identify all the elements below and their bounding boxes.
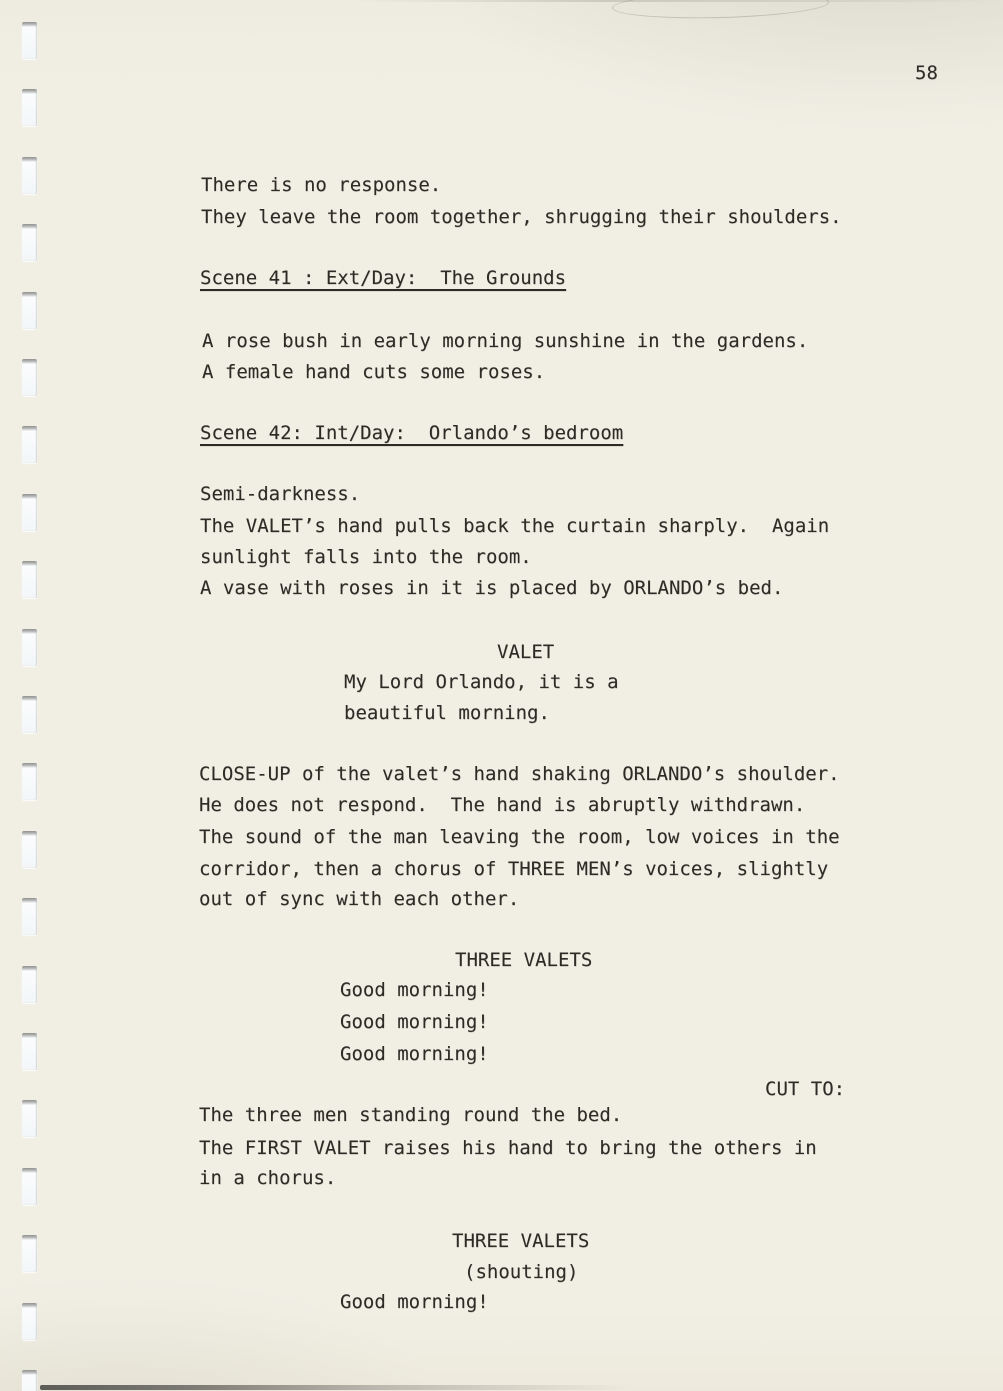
action-line: The three men standing round the bed.: [199, 1104, 623, 1126]
binder-hole: [22, 561, 37, 598]
scan-bottom-edge-shadow: [40, 1385, 660, 1390]
binder-hole: [22, 966, 37, 1003]
action-line: There is no response.: [201, 174, 442, 196]
action-line: He does not respond. The hand is abruptly withdrawn.: [199, 794, 806, 816]
character-name: THREE VALETS: [455, 949, 593, 971]
dialogue-line: Good morning!: [340, 1291, 489, 1313]
scene-heading: Scene 42: Int/Day: Orlando’s bedroom: [200, 422, 624, 444]
binder-hole: [22, 292, 37, 329]
binder-hole: [22, 696, 37, 733]
binder-hole: [22, 831, 37, 868]
action-line: A rose bush in early morning sunshine in the gardens.: [202, 330, 809, 352]
action-line: CLOSE-UP of the valet’s hand shaking ORLANDO’s shoulder.: [199, 763, 840, 785]
action-line: A female hand cuts some roses.: [202, 361, 546, 383]
action-line: sunlight falls into the room.: [200, 546, 532, 568]
action-line: They leave the room together, shrugging their shoulders.: [201, 206, 842, 228]
binder-hole: [22, 629, 37, 666]
transition-cut-to: CUT TO:: [765, 1078, 846, 1100]
dialogue-line: Good morning!: [340, 1043, 489, 1065]
binder-hole: [22, 1168, 37, 1205]
character-name: VALET: [497, 641, 555, 663]
binder-hole: [22, 1235, 37, 1272]
binder-hole: [22, 763, 37, 800]
action-line: The VALET’s hand pulls back the curtain sharply. Again: [200, 515, 830, 537]
binder-hole: [22, 359, 37, 396]
action-line: out of sync with each other.: [199, 888, 520, 910]
binder-hole: [22, 898, 37, 935]
action-line: Semi-darkness.: [200, 483, 361, 505]
binder-hole: [22, 1370, 37, 1391]
binder-hole: [22, 1033, 37, 1070]
action-line: The FIRST VALET raises his hand to bring the others in: [199, 1137, 817, 1159]
binder-hole: [22, 1100, 37, 1137]
binder-hole: [22, 494, 37, 531]
dialogue-line: Good morning!: [340, 979, 489, 1001]
dialogue-line: beautiful morning.: [344, 702, 550, 724]
character-name: THREE VALETS: [452, 1230, 590, 1252]
binder-hole: [22, 89, 37, 126]
binder-hole: [22, 157, 37, 194]
dialogue-line: Good morning!: [340, 1011, 489, 1033]
parenthetical: (shouting): [464, 1261, 579, 1283]
scan-top-edge: [0, 0, 1003, 2]
scan-smudge-mark: [612, 0, 830, 21]
page-number: 58: [915, 62, 938, 84]
binder-hole: [22, 1303, 37, 1340]
action-line: The sound of the man leaving the room, low voices in the: [199, 826, 840, 848]
dialogue-line: My Lord Orlando, it is a: [344, 671, 619, 693]
action-line: A vase with roses in it is placed by ORLANDO’s bed.: [200, 577, 784, 599]
binder-hole: [22, 224, 37, 261]
binder-hole: [22, 426, 37, 463]
action-line: in a chorus.: [199, 1167, 337, 1189]
action-line: corridor, then a chorus of THREE MEN’s voices, slightly: [199, 858, 829, 880]
scene-heading: Scene 41 : Ext/Day: The Grounds: [200, 267, 567, 289]
binder-hole: [22, 22, 37, 59]
